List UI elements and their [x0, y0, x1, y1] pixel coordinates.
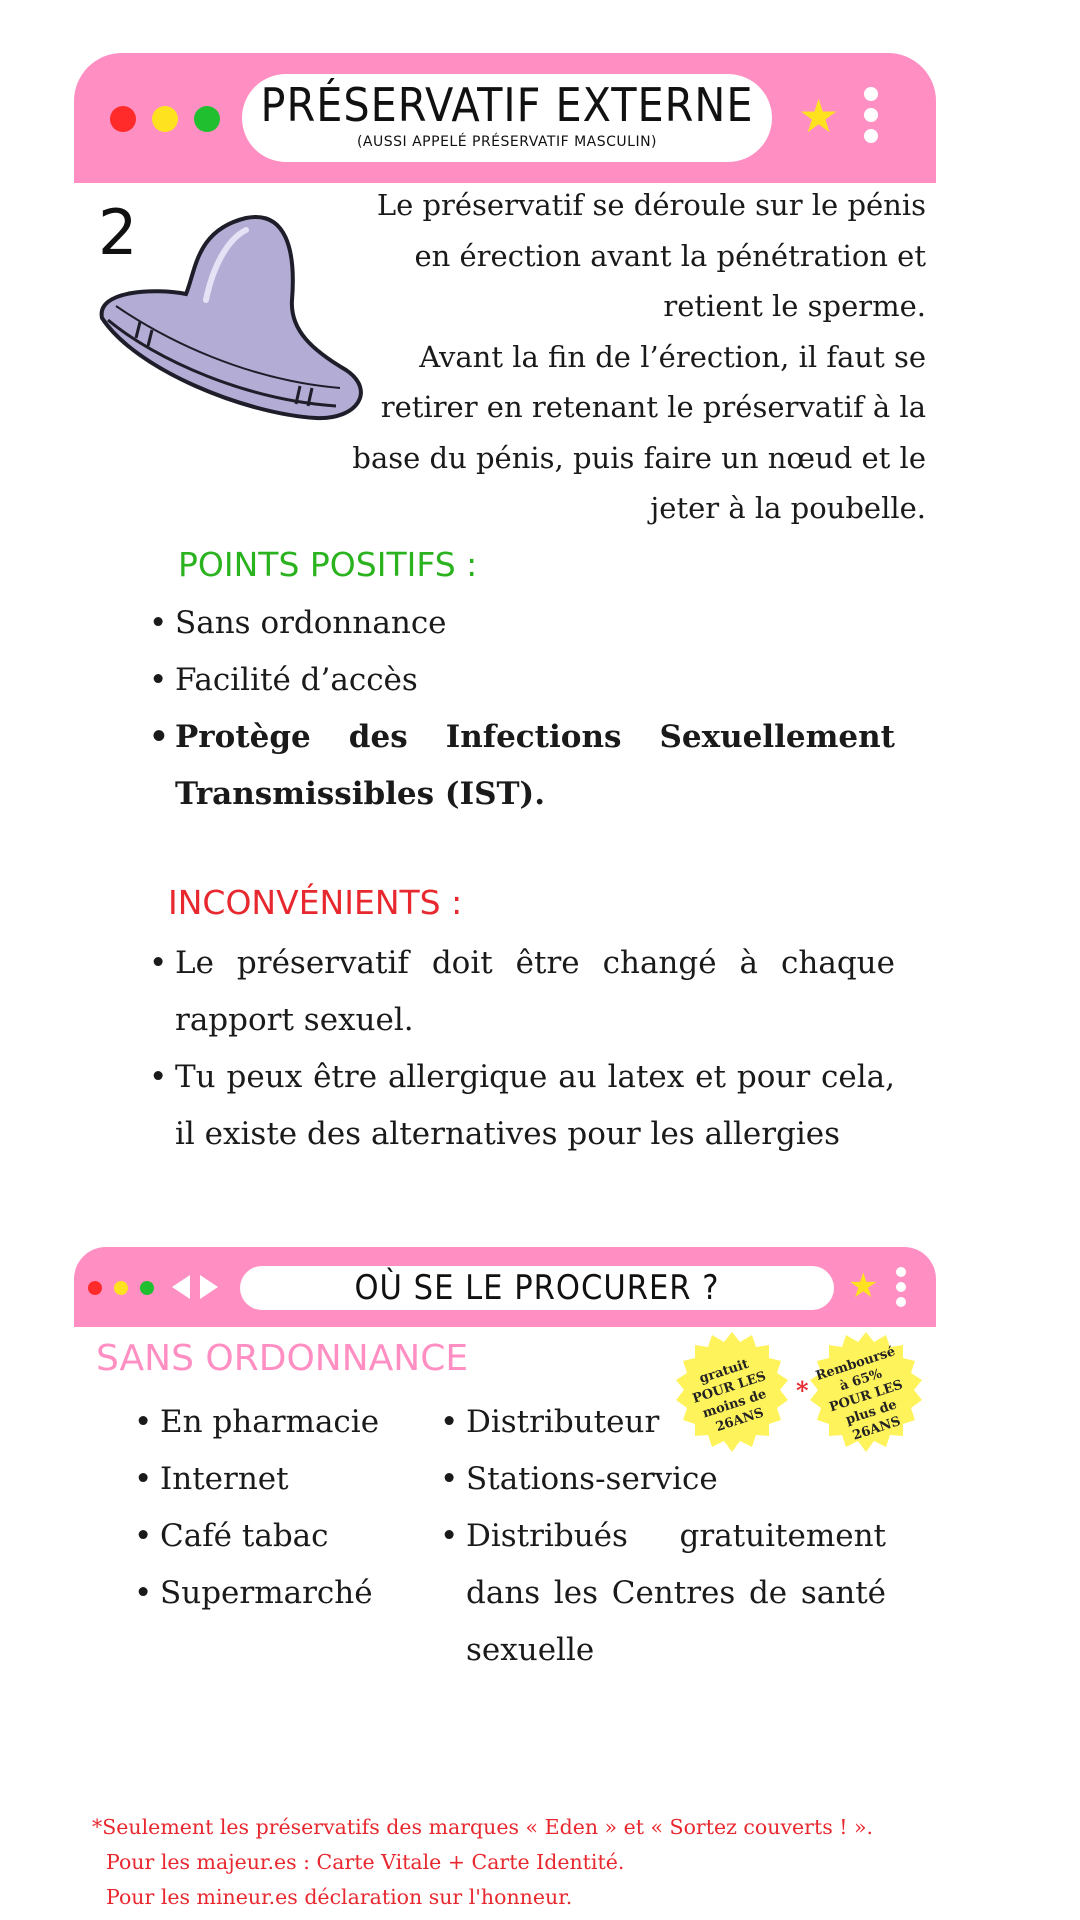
- positives-list: [175, 595, 895, 823]
- footnote-line-3: Pour les mineur.es déclaration sur l'honneur.: [106, 1885, 573, 1909]
- star-icon: ★: [798, 89, 840, 143]
- red-dot-icon: [110, 106, 136, 132]
- where-title: OÙ SE LE PROCURER ?: [354, 1268, 720, 1308]
- list-item: • Distribués gratuitement dans les Centres de santé sexuelle: [466, 1508, 886, 1679]
- list-item: • Internet: [160, 1451, 440, 1508]
- list-item: • Le préservatif doit être changé à chaque rapport sexuel.: [175, 935, 895, 1049]
- header-window-bar: [74, 53, 936, 183]
- where-window-bar: [74, 1247, 936, 1327]
- green-dot-icon: [140, 1281, 154, 1295]
- kebab-menu-icon: [896, 1267, 906, 1307]
- list-item: • Tu peux être allergique au latex et pour cela, il existe des alternatives pour les allergies: [175, 1049, 895, 1163]
- intro-paragraph-2: Avant la fin de l’érection, il faut se retirer en retenant le préservatif à la base du pénis, puis faire un nœud et le jeter à la poubelle.: [352, 339, 926, 525]
- green-dot-icon: [194, 106, 220, 132]
- list-item: • Supermarché: [160, 1565, 440, 1622]
- reimbursed-over-26-badge: [796, 1330, 932, 1462]
- list-item: • Protège des Infections Sexuellement Transmissibles (IST).: [175, 709, 895, 823]
- footnote: [92, 1810, 952, 1915]
- where-list-left: [160, 1394, 440, 1622]
- list-item: • Sans ordonnance: [175, 595, 895, 652]
- intro-paragraph-1: Le préservatif se déroule sur le pénis en érection avant la pénétration et retient le sperme.: [376, 188, 926, 323]
- page-subtitle: (AUSSI APPELÉ PRÉSERVATIF MASCULIN): [356, 134, 658, 150]
- list-item: • Facilité d’accès: [175, 652, 895, 709]
- list-item: • En pharmacie: [160, 1394, 440, 1451]
- yellow-dot-icon: [114, 1281, 128, 1295]
- step-number: 2: [98, 196, 138, 269]
- asterisk-icon: *: [796, 1376, 809, 1405]
- list-item: • Stations-service: [466, 1451, 886, 1508]
- red-dot-icon: [88, 1281, 102, 1295]
- seal-1-text: gratuit POUR LES moins de 26ANS: [690, 1356, 769, 1436]
- negatives-list: [175, 935, 895, 1163]
- footnote-line-2: Pour les majeur.es : Carte Vitale + Carte Identité.: [106, 1850, 625, 1874]
- list-item: • Distributeur: [466, 1394, 886, 1451]
- negatives-heading: INCONVÉNIENTS :: [168, 883, 463, 922]
- list-item: • Café tabac: [160, 1508, 440, 1565]
- free-under-26-badge: [666, 1330, 798, 1462]
- asterisk-icon: *: [92, 1815, 103, 1839]
- forward-arrow-icon: [198, 1273, 220, 1301]
- condom-icon: [96, 210, 368, 430]
- footnote-line-1: Seulement les préservatifs des marques « Eden » et « Sortez couverts ! ».: [102, 1815, 874, 1839]
- seal-2-text: Remboursé à 65% POUR LES plus de 26ANS: [813, 1343, 905, 1444]
- page-title: PRÉSERVATIF EXTERNE: [260, 78, 754, 132]
- back-arrow-icon: [170, 1273, 192, 1301]
- positives-heading: POINTS POSITIFS :: [178, 545, 478, 584]
- kebab-menu-icon: [864, 87, 878, 143]
- where-title-pill: [240, 1266, 834, 1310]
- no-prescription-heading: SANS ORDONNANCE: [96, 1338, 469, 1379]
- intro-text: [340, 180, 926, 534]
- title-pill: [242, 74, 772, 162]
- star-icon: ★: [848, 1266, 879, 1306]
- yellow-dot-icon: [152, 106, 178, 132]
